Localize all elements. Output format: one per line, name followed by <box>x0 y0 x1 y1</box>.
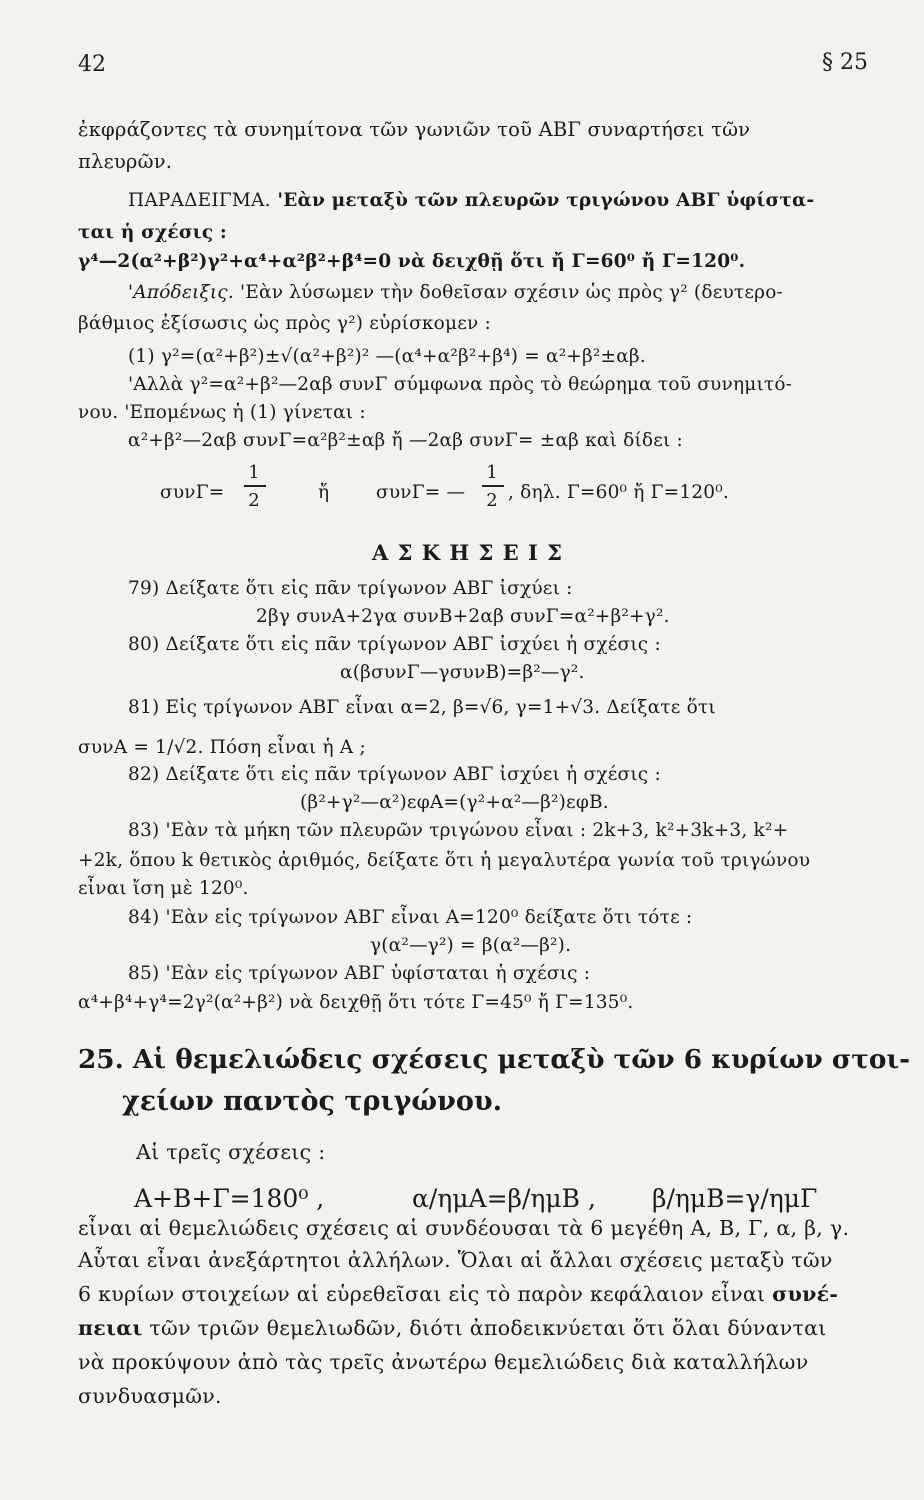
frac-part-2: ἤ <box>318 482 330 503</box>
exercise-82-line-2: (β²+γ²—α²)εφΑ=(γ²+α²—β²)εφΒ. <box>300 792 609 813</box>
exercise-79-line-1: 79) Δείξατε ὅτι εἰς πᾶν τρίγωνον ΑΒΓ ἰσχύει : <box>128 578 573 599</box>
exercise-79-line-2: 2βγ συνΑ+2γα συνΒ+2αβ συνΓ=α²+β²+γ². <box>256 606 670 627</box>
section-paragraph-6: νὰ προκύψουν ἀπὸ τὰς τρεῖς ἀνωτέρω θεμελιώδεις διὰ καταλλήλων <box>78 1350 809 1374</box>
proof-line-3: 'Αλλὰ γ²=α²+β²—2αβ συνΓ σύμφωνα πρὸς τὸ θεώρημα τοῦ συνημιτό- <box>128 374 793 395</box>
proof-line-1 <box>128 282 783 303</box>
equation-law-of-sines-2: β/ημΒ=γ/ημΓ <box>652 1184 818 1213</box>
fraction-1-numerator: 1 <box>248 462 260 483</box>
section-heading-line-1: 25. Αἱ θεμελιώδεις σχέσεις μεταξὺ τῶν 6 κυρίων στοι- <box>78 1044 911 1075</box>
proof-label: 'Απόδειξις. <box>128 282 234 303</box>
exercises-title: Α Σ Κ Η Σ Ε Ι Σ <box>372 540 563 565</box>
paragraph-5-bold: πειαι <box>78 1316 143 1340</box>
section-paragraph-7: συνδυασμῶν. <box>78 1384 222 1408</box>
proof-line-4: νου. 'Επομένως ἡ (1) γίνεται : <box>78 402 366 423</box>
paragraph-5-text: τῶν τριῶν θεμελιωδῶν, διότι ἀποδεικνύεται ὅτι ὅλαι δύνανται <box>142 1316 827 1340</box>
exercise-80-line-2: α(βσυνΓ—γσυνΒ)=β²—γ². <box>340 662 585 683</box>
exercise-85-line-1: 85) 'Εὰν εἰς τρίγωνον ΑΒΓ ὑφίσταται ἡ σχέσις : <box>128 963 591 984</box>
section-marker: § 25 <box>822 50 868 75</box>
exercise-84-line-2: γ(α²—γ²) = β(α²—β²). <box>370 935 572 956</box>
section-paragraph-5 <box>78 1316 827 1340</box>
fraction-2-bar <box>482 485 504 487</box>
example-equation: γ⁴—2(α²+β²)γ²+α⁴+α²β²+β⁴=0 νὰ δειχθῇ ὅτι ἤ Γ=60⁰ ἤ Γ=120⁰. <box>78 251 746 272</box>
page-number: 42 <box>78 52 106 77</box>
example-line-1 <box>128 190 814 211</box>
proof-line-2: βάθμιος ἐξίσωσις ὡς πρὸς γ²) εὑρίσκομεν : <box>78 313 491 334</box>
frac-part-1: συνΓ= <box>160 482 225 503</box>
proof-equation-1: (1) γ²=(α²+β²)±√(α²+β²)² —(α⁴+α²β²+β⁴) = α²+β²±αβ. <box>128 346 646 367</box>
fraction-1-bar <box>244 485 266 487</box>
equation-angles: Α+Β+Γ=180⁰ , <box>134 1184 325 1213</box>
exercise-85-line-2: α⁴+β⁴+γ⁴=2γ²(α²+β²) νὰ δειχθῇ ὅτι τότε Γ=45⁰ ἤ Γ=135⁰. <box>78 992 634 1013</box>
exercise-81-line-1: 81) Εἰς τρίγωνον ΑΒΓ εἶναι α=2, β=√6, γ=1+√3. Δείξατε ὅτι <box>128 697 716 718</box>
exercise-82-line-1: 82) Δείξατε ὅτι εἰς πᾶν τρίγωνον ΑΒΓ ἰσχύει ἡ σχέσις : <box>128 764 661 785</box>
section-paragraph-2: εἶναι αἱ θεμελιώδεις σχέσεις αἱ συνδέουσαι τὰ 6 μεγέθη Α, Β, Γ, α, β, γ. <box>78 1216 850 1240</box>
fraction-2-numerator: 1 <box>486 462 498 483</box>
equation-law-of-sines-1: α/ημΑ=β/ημΒ , <box>412 1184 596 1213</box>
intro-line-2: πλευρῶν. <box>78 150 173 173</box>
frac-part-4: , δηλ. Γ=60⁰ ἤ Γ=120⁰. <box>508 482 729 503</box>
exercise-84-line-1: 84) 'Εὰν εἰς τρίγωνον ΑΒΓ εἶναι Α=120⁰ δείξατε ὅτι τότε : <box>128 907 693 928</box>
fraction-2-denominator: 2 <box>486 490 498 511</box>
exercise-81-line-2: συνΑ = 1/√2. Πόση εἶναι ἡ Α ; <box>78 737 366 758</box>
section-paragraph-4 <box>78 1282 838 1306</box>
exercise-80-line-1: 80) Δείξατε ὅτι εἰς πᾶν τρίγωνον ΑΒΓ ἰσχύει ἡ σχέσις : <box>128 634 661 655</box>
frac-part-3: συνΓ= — <box>376 482 466 503</box>
proof-text: 'Εὰν λύσωμεν τὴν δοθεῖσαν σχέσιν ὡς πρὸς γ² (δευτερο- <box>233 282 784 303</box>
exercise-83-line-2: +2k, ὅπου k θετικὸς ἀριθμός, δείξατε ὅτι ἡ μεγαλυτέρα γωνία τοῦ τριγώνου <box>78 850 811 871</box>
paragraph-4-text: 6 κυρίων στοιχείων αἱ εὑρεθεῖσαι εἰς τὸ παρὸν κεφάλαιον εἶναι <box>78 1282 766 1306</box>
intro-line-1: ἐκφράζοντες τὰ συνημίτονα τῶν γωνιῶν τοῦ ΑΒΓ συναρτήσει τῶν <box>78 118 751 141</box>
example-label: ΠΑΡΑΔΕΙΓΜΑ. <box>128 190 271 211</box>
exercise-83-line-1: 83) 'Εὰν τὰ μήκη τῶν πλευρῶν τριγώνου εἶναι : 2k+3, k²+3k+3, k²+ <box>128 820 789 841</box>
section-heading-line-2: χείων παντὸς τριγώνου. <box>122 1086 502 1117</box>
fraction-1-denominator: 2 <box>248 490 260 511</box>
paragraph-4-bold: συνέ- <box>772 1282 839 1306</box>
exercise-83-line-3: εἶναι ἴση μὲ 120⁰. <box>78 878 249 899</box>
section-paragraph-3: Αὗται εἶναι ἀνεξάρτητοι ἀλλήλων. Ὅλαι αἱ ἄλλαι σχέσεις μεταξὺ τῶν <box>78 1248 833 1272</box>
example-statement: 'Εὰν μεταξὺ τῶν πλευρῶν τριγώνου ΑΒΓ ὑφίστα- <box>270 190 815 211</box>
example-line-2: ται ἡ σχέσις : <box>78 222 227 243</box>
proof-line-5: α²+β²—2αβ συνΓ=α²β²±αβ ἤ —2αβ συνΓ= ±αβ καὶ δίδει : <box>128 430 683 451</box>
section-paragraph-1: Αἱ τρεῖς σχέσεις : <box>136 1140 326 1164</box>
